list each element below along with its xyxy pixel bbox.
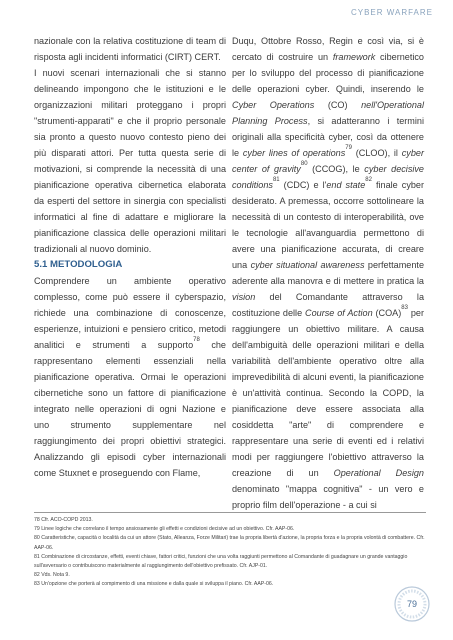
footnote-ref[interactable]: 79 (345, 144, 352, 151)
italic-term: end state (326, 180, 366, 190)
footnote: 83 Un'opzione che porterà al compimento di una missione e dalla quale si sviluppa il piano. Cfr. AAP-06. (34, 581, 274, 588)
left-column (34, 33, 226, 481)
footnote-ref[interactable]: 83 (401, 304, 408, 311)
footnote-ref[interactable]: 81 (272, 176, 280, 183)
text-run: del Comandante attraverso la costituzione delle (232, 292, 424, 318)
footnotes (34, 512, 426, 590)
footnote-ref[interactable]: 80 (300, 160, 308, 167)
italic-term: cyber lines of operations (242, 148, 346, 158)
text-run: , si adatteranno i termini originali alla specificità cyber, così da ottenere le (232, 116, 424, 158)
text-run: (CDC) e l' (279, 180, 327, 190)
text-run: (CLOO), il (351, 148, 402, 158)
italic-term: framework (332, 52, 376, 62)
text-run: che rappresentano elementi essenziali nella pianificazione operativa. Ormai le operazioni cibernetiche sono un fattore di pianificazione integrato nelle operazioni di ogni Nazione e uno strumento supplementare nel raggiungimento dei propri obiettivi strategici. Analizzando gli episodi cyber internazionali come Stuxnet e proseguendo con Flame, (34, 340, 226, 478)
text-run: Duqu, Ottobre Rosso, Regin e così via, si è cercato di costruire un (232, 36, 424, 62)
italic-term: vision (232, 292, 256, 302)
footnote-ref[interactable]: 78 (193, 336, 200, 343)
paragraph (34, 273, 226, 481)
footnote: 81 Combinazione di circostanze, effetti, eventi chiave, fattori critici, funzioni che una volta raggiunti permettono al Comandante di guadagnare un grande vantaggio sull'avversario o contribuiscono materialmente al raggiungimento dell'obiettivo prefissato. Cfr. AJP-01. (34, 553, 408, 570)
text-run: (CCOG), le (307, 164, 365, 174)
italic-term: Cyber Operations (232, 100, 315, 110)
page-number: 79 (406, 599, 417, 609)
footnote: 80 Caratteristiche, capacità o località da cui un attore (Stato, Alleanza, Forze Militari) trae la propria libertà d'azione, la propria forza e la propria volontà di combattere. Cfr. AAP-06. (34, 535, 425, 551)
footnote: 82 Vds. Nota 9. (34, 572, 70, 579)
text-run: cibernetico per lo sviluppo del processo di pianificazione delle operazioni cyber. Quindi, inserendo le (232, 52, 424, 94)
footnote: 78 Cfr. ACO-COPD 2013. (34, 517, 93, 523)
text-run: denominato "mappa cognitiva" - un vero e proprio film dell'operazione - a cui si (232, 484, 424, 510)
text-run: (COA) (372, 308, 402, 318)
italic-term: cyber decisive conditions (232, 164, 424, 190)
italic-term: Operational Design (333, 468, 424, 478)
text-run: per raggiungere un obiettivo militare. A causa dell'ambiguità delle operazioni militari e della variabilità dell'ambiente operativo oltre alla imprevedibilità di alcuni eventi, la pianificazione è un'attività continua. Secondo la COPD, la pianificazione deve essere associata alla cosiddetta "arte" di comprendere e rappresentare una serie di eventi ed i relativi modi per raggiungere l'obiettivo attraverso la creazione di un (232, 308, 424, 478)
text-run: finale cyber desiderato. A premessa, occorre sottolineare la necessità di un contesto di interoperabilità, ove le tecnologie all'avanguardia permettono di avere una pianificazione accurata, di creare una (232, 180, 425, 270)
section-title: 5.1 METODOLOGIA (34, 259, 123, 270)
text-run: perfettamente aderente alla manovra e di mettere in pratica la (232, 260, 424, 286)
paragraph: nazionale con la relativa costituzione di team di risposta agli incidenti informatici (CIRT) CERT. (34, 36, 226, 62)
italic-term: nell'Operational Planning Process (232, 100, 424, 126)
text-run: Comprendere un ambiente operativo complesso, come può essere il cyberspazio, richiede una combinazione di conoscenze, esperienze, intuizioni e pensiero critico, metodi analitici e strumenti a supporto (34, 276, 226, 350)
paragraph: I nuovi scenari internazionali che si stanno delineando impongono che le istituzioni e le organizzazioni militari proteggano i propri "strumenti-apparati" e che il proprio personale sia pronto a questo nuovo contesto pieno dei più disparati attori. Per tutta questa serie di motivazioni, si comprende la necessità di una pianificazione operativa cibernetica elaborata da esperti del settore in sinergia con specialisti informatici al fine di adattare e migliorare la pianificazione classica delle operazioni militari tradizionali al nuovo dominio. (34, 68, 226, 254)
italic-term: cyber situational awareness (250, 260, 365, 270)
footnote-ref[interactable]: 82 (365, 176, 372, 183)
running-header: CYBER WARFARE (350, 8, 433, 17)
italic-term: cyber center of gravity (232, 148, 424, 174)
right-column (232, 33, 424, 513)
text-run: (CO) (314, 100, 362, 110)
paragraph (232, 33, 424, 513)
footnote: 79 Linee logiche che correlano il tempo ansiosamente gli effetti e condizioni decisive ad un obiettivo. Cfr. AAP-06. (34, 526, 295, 533)
page-number-badge (392, 584, 432, 624)
italic-term: Course of Action (305, 308, 373, 318)
